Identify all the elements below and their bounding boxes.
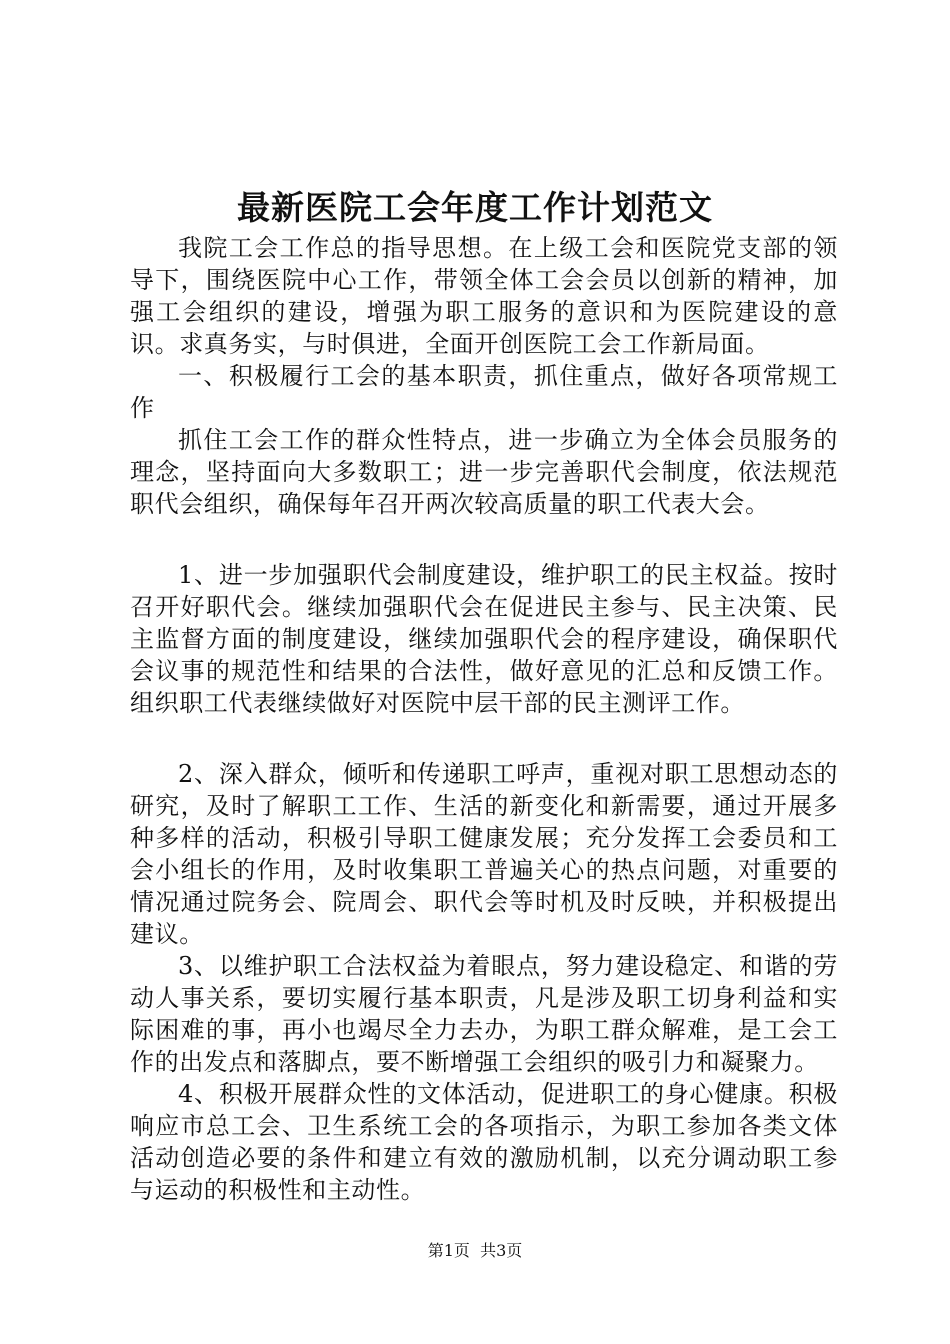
section-heading-1: 一、积极履行工会的基本职责，抓住重点，做好各项常规工作 [130, 362, 838, 422]
page-number: 第1页 [427, 1241, 470, 1260]
paragraph-item-3: 3、以维护职工合法权益为着眼点，努力建设稳定、和谐的劳动人事关系，要切实履行基本职责，凡是涉及职工切身利益和实际困难的事，再小也竭尽全力去办，为职工群众解难，是工会工作的出发点和落脚点，要不断增强工会组织的吸引力和凝聚力。 [130, 952, 838, 1076]
document-title: 最新医院工会年度工作计划范文 [237, 188, 713, 227]
paragraph-item-4: 4、积极开展群众性的文体活动，促进职工的身心健康。积极响应市总工会、卫生系统工会的各项指示，为职工参加各类文体活动创造必要的条件和建立有效的激励机制，以充分调动职工参与运动的积极性和主动性。 [130, 1080, 838, 1204]
paragraph-section-intro: 抓住工会工作的群众性特点，进一步确立为全体会员服务的理念，坚持面向大多数职工；进一步完善职代会制度，依法规范职代会组织，确保每年召开两次较高质量的职工代表大会。 [130, 426, 838, 518]
paragraph-guiding-idea: 我院工会工作总的指导思想。在上级工会和医院党支部的领导下，围绕医院中心工作，带领全体工会会员以创新的精神，加强工会组织的建设，增强为职工服务的意识和为医院建设的意识。求真务实，与时俱进，全面开创医院工会工作新局面。 [130, 234, 838, 358]
page-total: 共3页 [480, 1241, 523, 1260]
page-footer [0, 1240, 950, 1262]
paragraph-item-1: 1、进一步加强职代会制度建设，维护职工的民主权益。按时召开好职代会。继续加强职代会在促进民主参与、民主决策、民主监督方面的制度建设，继续加强职代会的程序建设，确保职代会议事的规范性和结果的合法性，做好意见的汇总和反馈工作。组织职工代表继续做好对医院中层干部的民主测评工作。 [130, 561, 838, 717]
document-body [130, 232, 838, 1206]
paragraph-item-2: 2、深入群众，倾听和传递职工呼声，重视对职工思想动态的研究，及时了解职工工作、生活的新变化和新需要，通过开展多种多样的活动，积极引导职工健康发展；充分发挥工会委员和工会小组长的作用，及时收集职工普遍关心的热点问题，对重要的情况通过院务会、院周会、职代会等时机及时反映，并积极提出建议。 [130, 760, 838, 948]
